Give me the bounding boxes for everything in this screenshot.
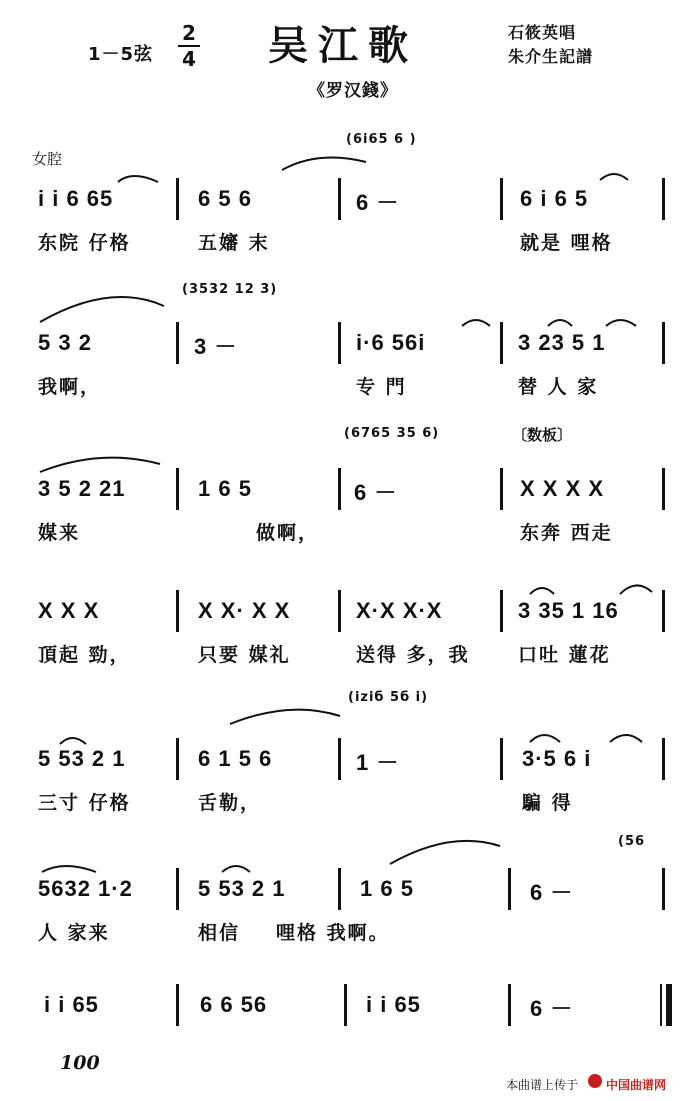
notation-bar: 5 53 2 1 [38, 746, 126, 771]
lyric-segment: 騙 得 [522, 792, 573, 814]
lyric-segment: 做啊， [256, 522, 320, 544]
notation-bar: 6 － [530, 996, 574, 1021]
notation-bar: i i 65 [44, 992, 99, 1017]
voice-label: 女腔 [32, 150, 63, 168]
notation-bar: 1 6 5 [360, 876, 414, 901]
bar-line [662, 868, 665, 910]
slur [282, 158, 366, 171]
lyric-segment: 三寸 仔格 [38, 792, 131, 814]
bar-line [500, 322, 503, 364]
singer-credit: 石筱英唱 [508, 23, 577, 42]
bar-line [176, 738, 179, 780]
slur [620, 585, 652, 594]
bar-line [338, 868, 341, 910]
notation-bar: i i 65 [366, 992, 421, 1017]
lyric-segment: 我啊， [38, 376, 102, 398]
slur [606, 320, 636, 326]
notation-bar: 6 1 5 6 [198, 746, 273, 771]
notation-bar: 1 6 5 [198, 476, 252, 501]
bar-line [176, 984, 179, 1026]
bar-line [662, 322, 665, 364]
notation-bar: 1 － [356, 750, 400, 775]
slur [60, 738, 86, 744]
time-signature-top: 2 [182, 21, 196, 45]
bar-line [176, 590, 179, 632]
bar-line [500, 468, 503, 510]
lyric-segment: 专 門 [356, 376, 407, 398]
notation-bar: 3 23 5 1 [518, 330, 606, 355]
slur [548, 320, 572, 326]
lyric-segment: 送得 多，我 [356, 644, 470, 666]
notation-bar: 6 6 56 [200, 992, 268, 1017]
notation-bar: X·X X·X [356, 598, 443, 623]
slur [462, 320, 490, 326]
notation-bar: 3 35 1 16 [518, 598, 619, 623]
notation-bar: i i 6 65 [38, 186, 114, 211]
bar-line [338, 590, 341, 632]
bar-line [500, 738, 503, 780]
lyric-segment: 頂起 勁， [38, 644, 131, 666]
intro-phrase: (3532 12 3) [182, 282, 278, 297]
lyric-segment: 东奔 西走 [520, 522, 613, 544]
lyric-segment: 替 人 家 [518, 376, 599, 398]
slur [40, 297, 164, 322]
slur [530, 735, 560, 742]
final-double-bar-thick [666, 984, 672, 1026]
notation-bar: 5 53 2 1 [198, 876, 286, 901]
slur [600, 174, 628, 180]
slur [42, 866, 96, 872]
bar-line [338, 738, 341, 780]
lyric-segment: 哩格 我啊。 [276, 922, 390, 944]
page-title: 吴江歌 [268, 22, 418, 69]
notation-bar: 6 5 6 [198, 186, 252, 211]
bar-line [508, 868, 511, 910]
notation-bar: X X X X [520, 476, 605, 501]
notation-bar: 6 i 6 5 [520, 186, 589, 211]
page-number: 100 [60, 1052, 100, 1074]
notator-credit: 朱介生記譜 [508, 47, 594, 66]
notation-bar: 3 － [194, 334, 238, 359]
upload-note: 本曲谱上传于 [506, 1078, 579, 1092]
section-label: 〔数板〕 [512, 426, 573, 444]
bar-line [662, 468, 665, 510]
slur [40, 458, 160, 472]
intro-phrase: (6765 35 6) [344, 426, 440, 441]
notation-bar: 5 3 2 [38, 330, 92, 355]
lyric-segment: 就是 哩格 [520, 232, 613, 254]
bar-line [344, 984, 347, 1026]
notation-bar: 6 － [356, 190, 400, 215]
notation-bar: 3 5 2 21 [38, 476, 126, 501]
slur [610, 735, 642, 742]
lyric-segment: 东院 仔格 [38, 232, 131, 254]
lyric-segment: 媒来 [38, 522, 81, 544]
bar-line [176, 468, 179, 510]
slur [390, 841, 500, 864]
lyric-segment: 相信 [198, 922, 241, 944]
notation-bar: 3·5 6 i [522, 746, 592, 771]
notation-bar: X X X [38, 598, 100, 623]
site-name: 中国曲谱网 [606, 1078, 667, 1092]
tuning-label: 1－5弦 [88, 44, 154, 65]
intro-phrase: (iziб 5б i) [348, 690, 429, 705]
slur [222, 866, 250, 872]
tune-name: 《罗汉錢》 [308, 81, 398, 101]
notation-bar: i·6 56i [356, 330, 426, 355]
lyric-segment: 五嬸 末 [198, 232, 270, 254]
intro-phrase: (6i65 6 ) [346, 132, 417, 147]
bar-line [176, 178, 179, 220]
lyric-segment: 舌勒， [198, 792, 262, 814]
bar-line [338, 178, 341, 220]
final-double-bar-thin [660, 984, 662, 1026]
time-signature-bottom: 4 [182, 47, 196, 71]
bar-line [176, 322, 179, 364]
bar-line [500, 178, 503, 220]
slur [530, 588, 554, 594]
bar-line [176, 868, 179, 910]
slur [118, 176, 158, 182]
notation-bar: 5632 1·2 [38, 876, 133, 901]
lyric-segment: 人 家来 [38, 922, 110, 944]
bar-line [662, 738, 665, 780]
lyric-segment: 口吐 蓮花 [518, 644, 611, 666]
notation-bar: 6 － [354, 480, 398, 505]
lyric-segment: 只要 媒礼 [198, 644, 291, 666]
bar-line [662, 590, 665, 632]
bar-line [338, 468, 341, 510]
slur [230, 710, 340, 724]
intro-phrase: (56 [618, 834, 646, 849]
site-logo-icon [588, 1074, 602, 1088]
bar-line [500, 590, 503, 632]
bar-line [662, 178, 665, 220]
notation-bar: 6 － [530, 880, 574, 905]
bar-line [508, 984, 511, 1026]
notation-bar: X X· X X [198, 598, 291, 623]
time-signature [178, 22, 200, 70]
bar-line [338, 322, 341, 364]
